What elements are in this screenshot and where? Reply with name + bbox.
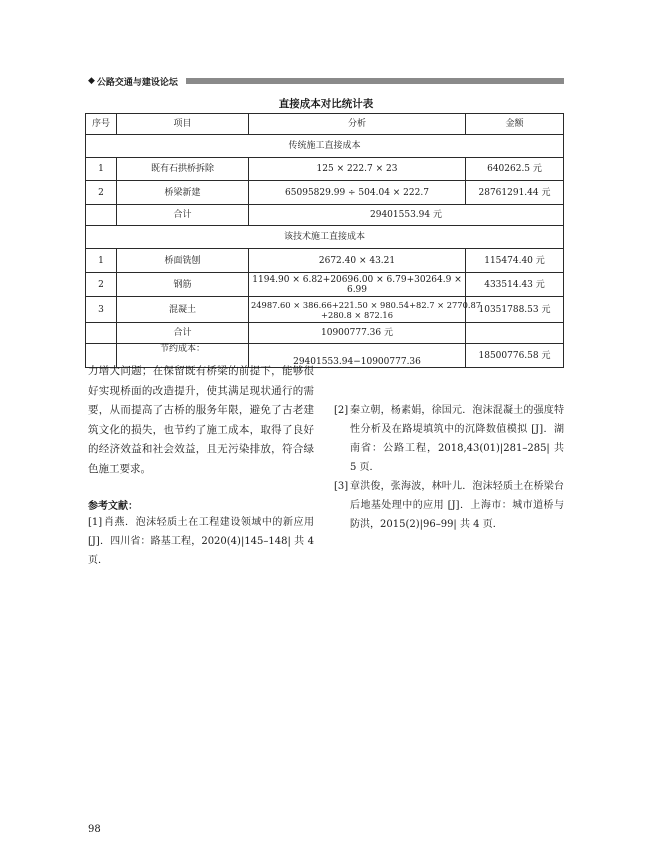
cell-saving-analysis: 29401553.94−10900777.36 bbox=[249, 344, 466, 368]
reference-text: 肖燕．泡沫轻质土在工程建设领域中的新应用 [J]．四川省：路基工程，2020(4)|145–148| 共 4 页． bbox=[88, 517, 314, 566]
cell-total-value: 29401553.94 元 bbox=[249, 205, 564, 226]
cell-analysis: 65095829.99 ÷ 504.04 × 222.7 bbox=[249, 181, 466, 205]
page-number: 98 bbox=[88, 824, 101, 835]
cell-item: 混凝土 bbox=[117, 297, 249, 323]
header-item: 项目 bbox=[117, 114, 249, 135]
cell-no: 1 bbox=[86, 249, 117, 273]
cell-total-label: 合计 bbox=[117, 205, 249, 226]
journal-name: 公路交通与建设论坛 bbox=[96, 77, 178, 88]
section-row bbox=[86, 135, 564, 158]
reference-item bbox=[334, 401, 564, 477]
reference-number: [2] bbox=[334, 405, 349, 416]
body-paragraph-block bbox=[88, 362, 314, 479]
reference-item bbox=[88, 513, 314, 570]
table-title: 直接成本对比统计表 bbox=[278, 98, 374, 110]
reference-item bbox=[334, 477, 564, 534]
reference-text: 章洪俊，张海波，林叶儿．泡沫轻质土在桥梁台后地基处理中的应用 [J]．上海市：城市道桥与防洪，2015(2)|96–99| 共 4 页． bbox=[350, 481, 564, 530]
cell-analysis: 1194.90 × 6.82+20696.00 × 6.79+30264.9 × 6.99 bbox=[249, 273, 466, 297]
reference-text: 秦立朝，杨素娟，徐国元．泡沫混凝土的强度特性分析及在路堤填筑中的沉降数值模拟 [J]．湖南省：公路工程，2018,43(01)|281–285| 共 5 页． bbox=[350, 405, 564, 473]
header-analysis: 分析 bbox=[249, 114, 466, 135]
cost-comparison-table bbox=[85, 113, 564, 368]
table-row bbox=[86, 249, 564, 273]
references-title: 参考文献： bbox=[88, 501, 138, 512]
body-paragraph: 力增大问题；在保留既有桥梁的前提下，能够很好实现桥面的改造提升，使其满足现状通行的需要，从而提高了古桥的服务年限，避免了古老建筑文化的损失，也节约了施工成本，取得了良好的经济效益和社会效益，且无污染排放，符合绿色施工要求。 bbox=[88, 365, 314, 475]
analysis-line-2: +280.8 × 872.16 bbox=[321, 309, 393, 320]
table-header-row bbox=[86, 114, 564, 135]
cell-no: 3 bbox=[86, 297, 117, 323]
cell-no: 2 bbox=[86, 181, 117, 205]
cell-no: 2 bbox=[86, 273, 117, 297]
reference-number: [1] bbox=[88, 517, 103, 528]
section-row bbox=[86, 226, 564, 249]
cell-empty bbox=[86, 323, 117, 344]
cell-item: 桥梁新建 bbox=[117, 181, 249, 205]
header-no: 序号 bbox=[86, 114, 117, 135]
table-row bbox=[86, 273, 564, 297]
cell-amount: 433514.43 元 bbox=[466, 273, 564, 297]
cell-item: 既有石拱桥拆除 bbox=[117, 158, 249, 181]
cell-amount: 640262.5 元 bbox=[466, 158, 564, 181]
table-row bbox=[86, 181, 564, 205]
cell-analysis: 2672.40 × 43.21 bbox=[249, 249, 466, 273]
cell-no: 1 bbox=[86, 158, 117, 181]
cell-saving-label: 节约成本： bbox=[117, 344, 249, 368]
cell-total-label: 合计 bbox=[117, 323, 249, 344]
cell-saving-amount: 18500776.58 元 bbox=[466, 344, 564, 368]
total-row bbox=[86, 205, 564, 226]
cell-amount: 28761291.44 元 bbox=[466, 181, 564, 205]
cell-empty bbox=[466, 323, 564, 344]
cell-amount: 10351788.53 元 bbox=[466, 297, 564, 323]
diamond-icon: ◆ bbox=[88, 76, 95, 86]
cell-analysis bbox=[249, 297, 482, 323]
header-rule bbox=[186, 78, 564, 84]
section-title-new-tech: 该技术施工直接成本 bbox=[86, 226, 564, 249]
cell-total-value: 10900777.36 元 bbox=[249, 323, 466, 344]
cell-item: 钢筋 bbox=[117, 273, 249, 297]
cell-analysis: 125 × 222.7 × 23 bbox=[249, 158, 466, 181]
cell-empty bbox=[86, 205, 117, 226]
running-header bbox=[88, 75, 564, 87]
total-row bbox=[86, 323, 564, 344]
reference-number: [3] bbox=[334, 481, 349, 492]
analysis-line-1: 24987.60 × 386.66+221.50 × 980.54+82.7 × 2770.87 bbox=[251, 299, 482, 310]
header-amount: 金额 bbox=[466, 114, 564, 135]
section-title-traditional: 传统施工直接成本 bbox=[86, 135, 564, 158]
table-row bbox=[86, 297, 564, 323]
cell-amount: 115474.40 元 bbox=[466, 249, 564, 273]
cell-item: 桥面铣刨 bbox=[117, 249, 249, 273]
table-row bbox=[86, 158, 564, 181]
